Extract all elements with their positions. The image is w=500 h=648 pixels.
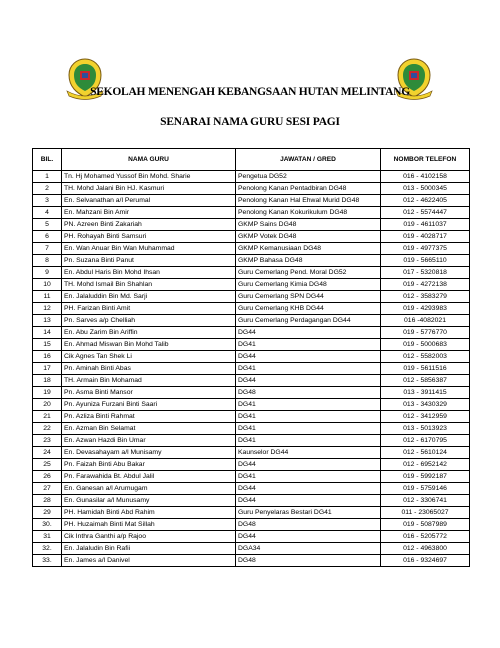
teacher-name: PH. Hamidah Binti Abd Rahim — [62, 507, 236, 519]
table-row — [33, 471, 470, 483]
teacher-name: Pn. Aminah Binti Abas — [62, 363, 236, 375]
row-number: 26 — [33, 471, 62, 483]
row-number: 3 — [33, 195, 62, 207]
teacher-name: En. Jalaluddin Bin Md. Sarji — [62, 291, 236, 303]
position-grade: DG44 — [236, 459, 381, 471]
table-row — [33, 303, 470, 315]
table-row — [33, 231, 470, 243]
position-grade: Guru Penyelaras Bestari DG41 — [236, 507, 381, 519]
teacher-name: En. Azwan Hazdi Bin Umar — [62, 435, 236, 447]
row-number: 8 — [33, 255, 62, 267]
table-row — [33, 483, 470, 495]
row-number: 19 — [33, 387, 62, 399]
phone-number: 012 - 6170795 — [381, 435, 470, 447]
row-number: 6 — [33, 231, 62, 243]
phone-number: 019 - 5000683 — [381, 339, 470, 351]
phone-number: 012 - 3583279 — [381, 291, 470, 303]
table-row — [33, 255, 470, 267]
row-number: 27 — [33, 483, 62, 495]
row-number: 21 — [33, 411, 62, 423]
column-header-name: NAMA GURU — [62, 149, 236, 171]
row-number: 4 — [33, 207, 62, 219]
phone-number: 013 - 3430329 — [381, 399, 470, 411]
teacher-name: Pn. Azliza Binti Rahmat — [62, 411, 236, 423]
position-grade: Guru Cemerlang Pend. Moral DG52 — [236, 267, 381, 279]
document-title: SENARAI NAMA GURU SESI PAGI — [160, 116, 340, 128]
position-grade: GKMP Sains DG48 — [236, 219, 381, 231]
table-body — [33, 171, 470, 567]
phone-number: 019 - 5759146 — [381, 483, 470, 495]
phone-number: 016 - 4102158 — [381, 171, 470, 183]
phone-number: 012 - 6952142 — [381, 459, 470, 471]
table-row — [33, 243, 470, 255]
teacher-name: En. Ahmad Miswan Bin Mohd Talib — [62, 339, 236, 351]
teacher-name: En. Azman Bin Selamat — [62, 423, 236, 435]
column-header-phone: NOMBOR TELEFON — [381, 149, 470, 171]
table-row — [33, 459, 470, 471]
teacher-name: En. Devasahayam a/l Munisamy — [62, 447, 236, 459]
position-grade: Guru Cemerlang Kimia DG48 — [236, 279, 381, 291]
teacher-name: Pn. Asma Binti Mansor — [62, 387, 236, 399]
phone-number: 016 - 9324697 — [381, 555, 470, 567]
row-number: 33. — [33, 555, 62, 567]
teacher-name: Cik Inthra Ganthi a/p Rajoo — [62, 531, 236, 543]
teacher-name: Pn. Ayuniza Furzani Binti Saari — [62, 399, 236, 411]
phone-number: 019 - 4028717 — [381, 231, 470, 243]
position-grade: Penolong Kanan Kokurikulum DG48 — [236, 207, 381, 219]
teacher-name: Pn. Suzana Binti Panut — [62, 255, 236, 267]
position-grade: DG44 — [236, 351, 381, 363]
row-number: 20 — [33, 399, 62, 411]
table-row — [33, 423, 470, 435]
row-number: 15 — [33, 339, 62, 351]
position-grade: DG44 — [236, 531, 381, 543]
position-grade: DG41 — [236, 471, 381, 483]
position-grade: DGA34 — [236, 543, 381, 555]
position-grade: DG48 — [236, 387, 381, 399]
table-row — [33, 399, 470, 411]
row-number: 5 — [33, 219, 62, 231]
school-name: SEKOLAH MENENGAH KEBANGSAAN HUTAN MELINTANG — [90, 86, 410, 98]
phone-number: 012 - 4622405 — [381, 195, 470, 207]
phone-number: 019 - 5087989 — [381, 519, 470, 531]
row-number: 18 — [33, 375, 62, 387]
position-grade: DG41 — [236, 435, 381, 447]
phone-number: 019 - 5776770 — [381, 327, 470, 339]
position-grade: DG41 — [236, 423, 381, 435]
position-grade: DG44 — [236, 327, 381, 339]
row-number: 7 — [33, 243, 62, 255]
table-row — [33, 327, 470, 339]
phone-number: 019 - 4611037 — [381, 219, 470, 231]
position-grade: DG48 — [236, 555, 381, 567]
row-number: 17 — [33, 363, 62, 375]
table-header-row — [33, 149, 470, 171]
table-row — [33, 387, 470, 399]
phone-number: 012 - 4963800 — [381, 543, 470, 555]
table-row — [33, 315, 470, 327]
row-number: 14 — [33, 327, 62, 339]
row-number: 11 — [33, 291, 62, 303]
row-number: 1 — [33, 171, 62, 183]
position-grade: DG44 — [236, 375, 381, 387]
teacher-name: En. James a/l Danivel — [62, 555, 236, 567]
table-row — [33, 411, 470, 423]
teacher-name: TH. Armain Bin Mohamad — [62, 375, 236, 387]
row-number: 29 — [33, 507, 62, 519]
teacher-name: En. Ganesan a/l Arumugam — [62, 483, 236, 495]
phone-number: 016 - 5205772 — [381, 531, 470, 543]
phone-number: 012 - 5582003 — [381, 351, 470, 363]
table-row — [33, 183, 470, 195]
phone-number: 019 - 4272138 — [381, 279, 470, 291]
phone-number: 019 - 5665110 — [381, 255, 470, 267]
row-number: 12 — [33, 303, 62, 315]
row-number: 16 — [33, 351, 62, 363]
table-row — [33, 267, 470, 279]
position-grade: Guru Cemerlang KHB DG44 — [236, 303, 381, 315]
phone-number: 011 - 23065027 — [381, 507, 470, 519]
row-number: 25 — [33, 459, 62, 471]
position-grade: GKMP Votek DG48 — [236, 231, 381, 243]
column-header-position: JAWATAN / GRED — [236, 149, 381, 171]
table-row — [33, 375, 470, 387]
position-grade: DG44 — [236, 495, 381, 507]
teacher-name: TH. Mohd Ismail Bin Shahlan — [62, 279, 236, 291]
table-row — [33, 351, 470, 363]
table-row — [33, 555, 470, 567]
table-row — [33, 195, 470, 207]
table-row — [33, 339, 470, 351]
row-number: 13 — [33, 315, 62, 327]
phone-number: 013 - 5013923 — [381, 423, 470, 435]
teacher-name: PH. Rohayah Binti Samsuri — [62, 231, 236, 243]
phone-number: 012 - 3412959 — [381, 411, 470, 423]
teacher-name: PH. Farizan Binti Amit — [62, 303, 236, 315]
row-number: 24 — [33, 447, 62, 459]
table-row — [33, 507, 470, 519]
teacher-name: En. Wan Anuar Bin Wan Muhammad — [62, 243, 236, 255]
position-grade: Kaunselor DG44 — [236, 447, 381, 459]
teacher-list-table — [32, 148, 470, 567]
table-row — [33, 495, 470, 507]
row-number: 2 — [33, 183, 62, 195]
teacher-name: Pn. Sarves a/p Chelliah — [62, 315, 236, 327]
teacher-name: En. Abu Zarim Bin Ariffin — [62, 327, 236, 339]
table-row — [33, 543, 470, 555]
phone-number: 019 - 4293983 — [381, 303, 470, 315]
position-grade: Guru Cemerlang Perdagangan DG44 — [236, 315, 381, 327]
phone-number: 012 - 5610124 — [381, 447, 470, 459]
table-row — [33, 291, 470, 303]
phone-number: 017 - 5320818 — [381, 267, 470, 279]
phone-number: 019 - 4977375 — [381, 243, 470, 255]
table-row — [33, 531, 470, 543]
table-row — [33, 219, 470, 231]
position-grade: DG48 — [236, 519, 381, 531]
position-grade: GKMP Kemanusiaan DG48 — [236, 243, 381, 255]
row-number: 32. — [33, 543, 62, 555]
phone-number: 016 -4082021 — [381, 315, 470, 327]
position-grade: DG44 — [236, 483, 381, 495]
phone-number: 012 - 5856387 — [381, 375, 470, 387]
table-row — [33, 207, 470, 219]
teacher-name: En. Jalaludin Bin Rafii — [62, 543, 236, 555]
position-grade: DG41 — [236, 363, 381, 375]
teacher-name: PN. Azreen Binti Zakariah — [62, 219, 236, 231]
table-row — [33, 279, 470, 291]
table-row — [33, 171, 470, 183]
table-row — [33, 519, 470, 531]
teacher-name: PH. Huzaimah Binti Mat Sillah — [62, 519, 236, 531]
position-grade: GKMP Bahasa DG48 — [236, 255, 381, 267]
teacher-name: Tn. Hj Mohamed Yussof Bin Mohd. Sharie — [62, 171, 236, 183]
position-grade: Penolong Kanan Pentadbiran DG48 — [236, 183, 381, 195]
phone-number: 012 - 3306741 — [381, 495, 470, 507]
row-number: 22 — [33, 423, 62, 435]
phone-number: 013 - 3911415 — [381, 387, 470, 399]
position-grade: Pengetua DG52 — [236, 171, 381, 183]
table-row — [33, 447, 470, 459]
position-grade: DG41 — [236, 399, 381, 411]
table-row — [33, 363, 470, 375]
row-number: 28 — [33, 495, 62, 507]
row-number: 30. — [33, 519, 62, 531]
teacher-name: Pn. Farawahida Bt. Abdul Jalil — [62, 471, 236, 483]
teacher-name: TH. Mohd Jalani Bin HJ. Kasmuri — [62, 183, 236, 195]
teacher-name: En. Selvanathan a/l Perumal — [62, 195, 236, 207]
position-grade: DG41 — [236, 339, 381, 351]
column-header-no: BIL. — [33, 149, 62, 171]
teacher-name: Cik Agnes Tan Shek Li — [62, 351, 236, 363]
row-number: 23 — [33, 435, 62, 447]
phone-number: 019 - 5611516 — [381, 363, 470, 375]
teacher-name: Pn. Faizah Binti Abu Bakar — [62, 459, 236, 471]
row-number: 9 — [33, 267, 62, 279]
teacher-name: En. Gunasilar a/l Munusamy — [62, 495, 236, 507]
row-number: 31 — [33, 531, 62, 543]
phone-number: 012 - 5574447 — [381, 207, 470, 219]
position-grade: Penolong Kanan Hal Ehwal Murid DG48 — [236, 195, 381, 207]
phone-number: 013 - 5000345 — [381, 183, 470, 195]
position-grade: Guru Cemerlang SPN DG44 — [236, 291, 381, 303]
table-row — [33, 435, 470, 447]
phone-number: 019 - 5992187 — [381, 471, 470, 483]
position-grade: DG41 — [236, 411, 381, 423]
row-number: 10 — [33, 279, 62, 291]
teacher-name: En. Abdul Haris Bin Mohd Ihsan — [62, 267, 236, 279]
teacher-name: En. Mahzani Bin Amir — [62, 207, 236, 219]
